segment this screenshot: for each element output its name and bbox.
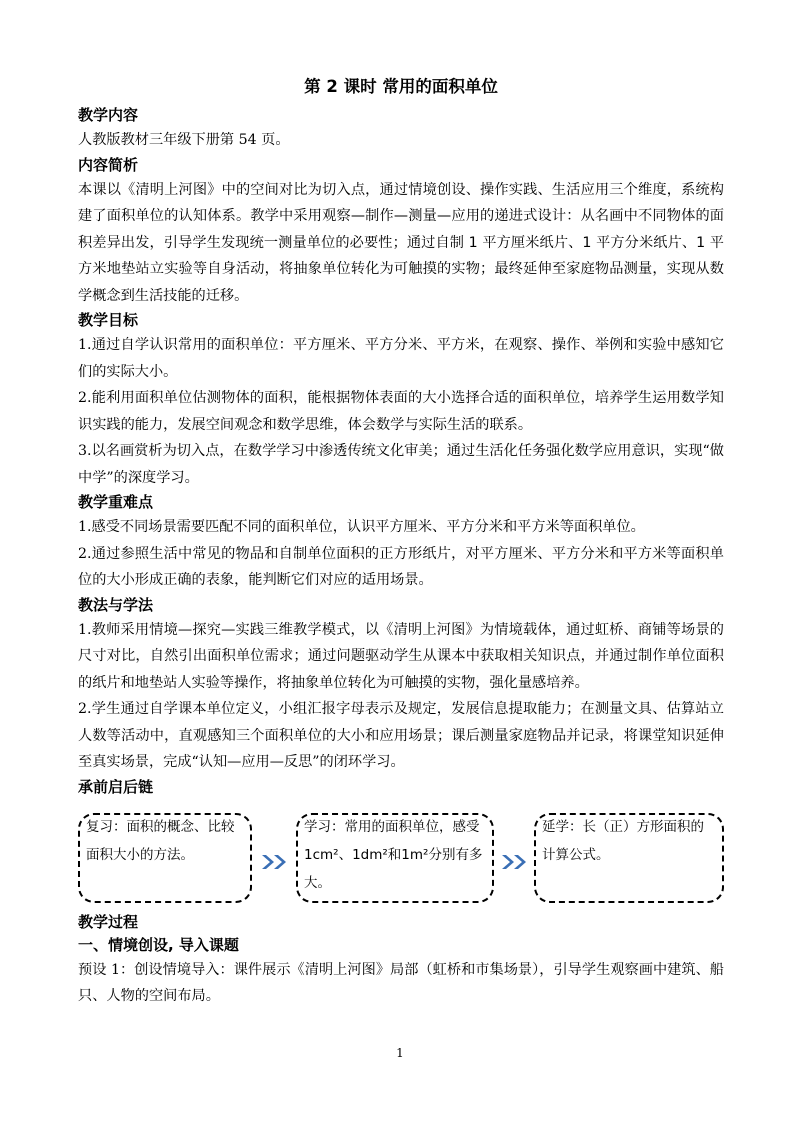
process-subheading: 一、情境创设, 导入课题: [78, 935, 239, 954]
section-heading-methods: 教法与学法: [78, 595, 154, 614]
section-paragraph: 1.通过自学认识常用的面积单位：平方厘米、平方分米、平方米，在观察、操作、举例和实验中感知它们的实际大小。: [78, 337, 724, 380]
link-box-extend: [534, 813, 724, 903]
section-heading-analysis: 内容简析: [78, 155, 139, 174]
section-paragraph: 3.以名画赏析为切入点，在数学学习中渗透传统文化审美；通过生活化任务强化数学应用意识，实现“做中学”的深度学习。: [78, 443, 724, 486]
section-paragraph: 本课以《清明上河图》中的空间对比为切入点，通过情境创设、操作实践、生活应用三个维度，系统构建了面积单位的认知体系。教学中采用观察—制作—测量—应用的递进式设计：从名画中不同物体的面积差异出发，引导学生发现统一测量单位的必要性；通过自制 1 平方厘米纸片、1 平方分米纸片、1 平方米地垫站立实验等自身活动，将抽象单位转化为可触摸的实物；最终延伸至家庭物品测量，实现从数学概念到生活技能的迁移。: [78, 181, 724, 304]
double-chevron-right-icon: [260, 853, 294, 871]
section-heading-link: 承前启后链: [78, 777, 154, 796]
link-chain: [78, 805, 724, 909]
link-box-text: 学习：常用的面积单位，感受1cm²、1dm²和1m²分别有多大。: [304, 818, 483, 891]
section-paragraph: 人教版教材三年级下册第 54 页。: [78, 132, 290, 148]
link-box-text: 复习：面积的概念、比较面积大小的方法。: [86, 818, 235, 863]
double-chevron-right-icon: [500, 853, 534, 871]
section-paragraph: 1.教师采用情境—探究—实践三维教学模式，以《清明上河图》为情境载体，通过虹桥、商铺等场景的尺寸对比，自然引出面积单位需求；通过问题驱动学生从课本中获取相关知识点，并通过制作单位面积的纸片和地垫站人实验等操作，将抽象单位转化为可触摸的实物，强化量感培养。: [78, 621, 724, 691]
section-heading-process: 教学过程: [78, 912, 139, 931]
document-content: [78, 72, 724, 1010]
section-heading-goals: 教学目标: [78, 311, 139, 329]
section-paragraph: 2.通过参照生活中常见的物品和自制单位面积的正方形纸片，对平方厘米、平方分米和平方米等面积单位的大小形成正确的表象，能判断它们对应的适用场景。: [78, 545, 724, 588]
section-paragraph: 预设 1：创设情境导入：课件展示《清明上河图》局部（虹桥和市集场景），引导学生观察画中建筑、船只、人物的空间布局。: [78, 961, 724, 1004]
page-title: 第 2 课时 常用的面积单位: [304, 77, 498, 96]
section-paragraph: 2.学生通过自学课本单位定义，小组汇报字母表示及规定，发展信息提取能力；在测量文具、估算站立人数等活动中，直观感知三个面积单位的大小和应用场景；课后测量家庭物品并记录，将课堂知识延伸至真实场景，完成“认知—应用—反思”的闭环学习。: [78, 701, 724, 770]
link-box-text: 延学：长（正）方形面积的计算公式。: [542, 818, 704, 863]
section-paragraph: 1.感受不同场景需要匹配不同的面积单位，认识平方厘米、平方分米和平方米等面积单位。: [78, 519, 645, 535]
page-number: 1: [396, 1046, 404, 1060]
section-heading-content: 教学内容: [78, 106, 139, 124]
section-heading-key-points: 教学重难点: [78, 493, 154, 511]
section-paragraph: 2.能利用面积单位估测物体的面积，能根据物体表面的大小选择合适的面积单位，培养学生运用数学知识实践的能力，发展空间观念和数学思维，体会数学与实际生活的联系。: [78, 390, 724, 433]
link-box-review: [78, 813, 252, 903]
link-box-learn: [296, 813, 494, 903]
